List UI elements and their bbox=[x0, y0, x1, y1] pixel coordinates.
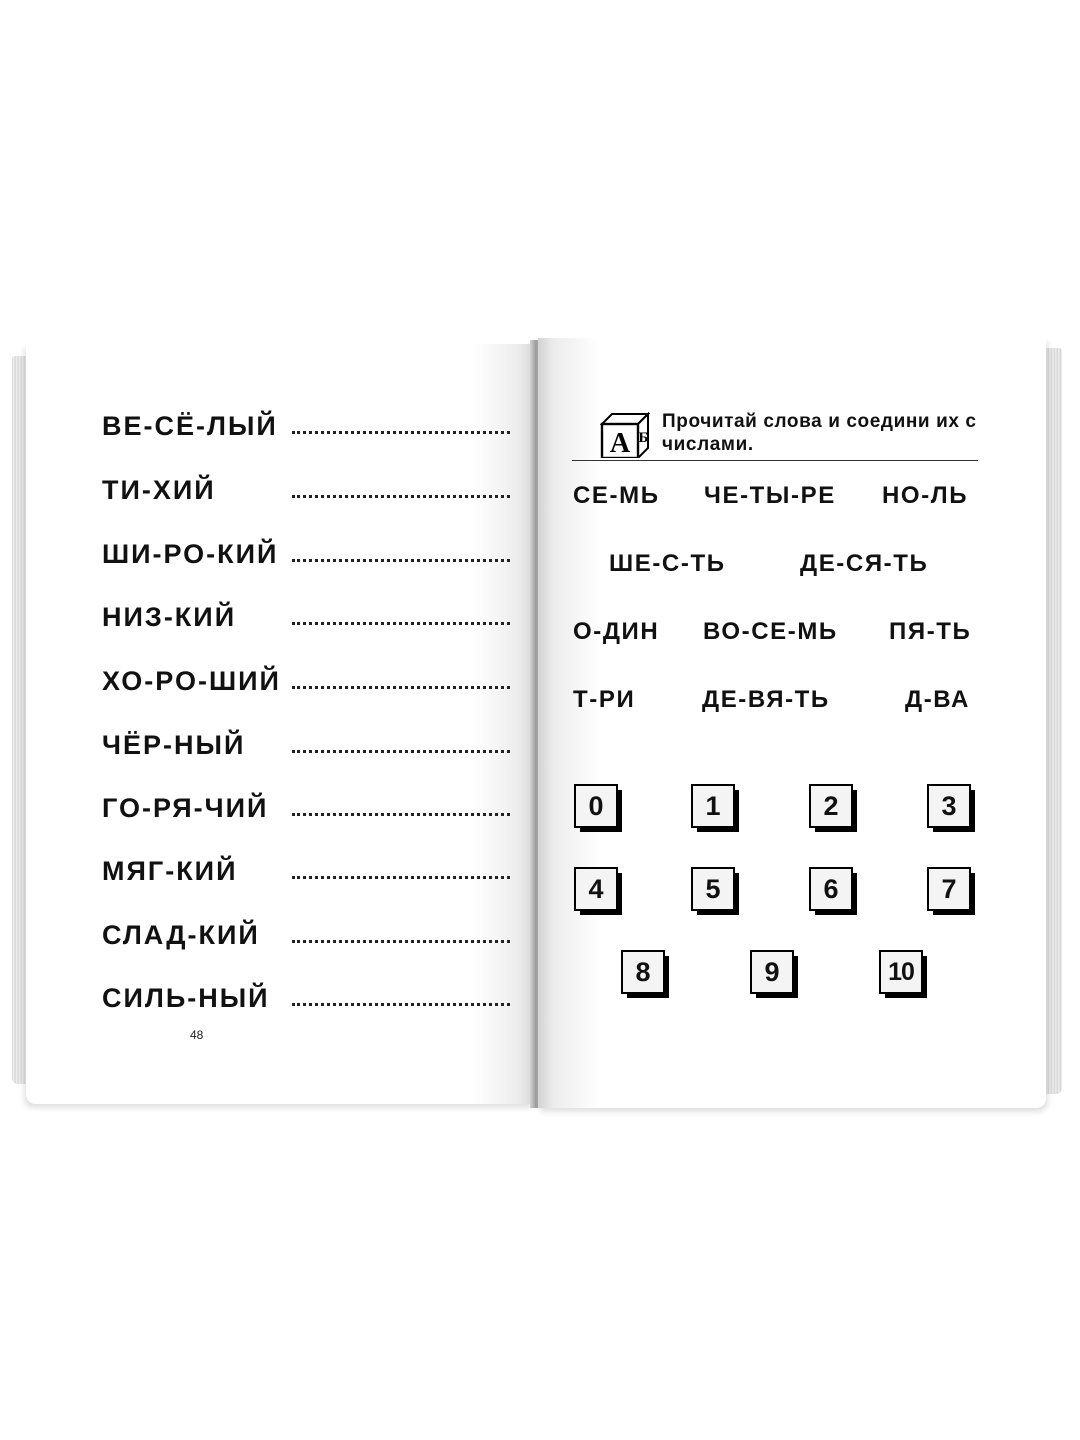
word: ЧЁР-НЫЙ bbox=[102, 730, 246, 760]
block-letter-a: А bbox=[609, 428, 631, 458]
number-tile[interactable] bbox=[750, 950, 796, 996]
alphabet-block-icon bbox=[600, 412, 650, 458]
dotted-answer-line[interactable] bbox=[292, 1003, 510, 1006]
number-word[interactable]: ВО-СЕ-МЬ bbox=[703, 618, 838, 645]
number-word[interactable]: Д-ВА bbox=[905, 686, 970, 713]
tile-number: 9 bbox=[750, 950, 794, 994]
tile-number: 7 bbox=[927, 867, 971, 911]
number-word[interactable]: ДЕ-СЯ-ТЬ bbox=[800, 550, 929, 577]
tile-number: 5 bbox=[691, 867, 735, 911]
word-row bbox=[102, 911, 512, 951]
word: НИЗ-КИЙ bbox=[102, 602, 237, 632]
word-row bbox=[102, 593, 512, 633]
word-row bbox=[102, 974, 512, 1014]
number-tile[interactable] bbox=[809, 867, 855, 913]
word-row bbox=[102, 466, 512, 506]
dotted-answer-line[interactable] bbox=[292, 686, 510, 689]
dotted-answer-line[interactable] bbox=[292, 559, 510, 562]
number-word[interactable]: ШЕ-С-ТЬ bbox=[609, 550, 726, 577]
number-tile[interactable] bbox=[879, 950, 925, 996]
word: ГО-РЯ-ЧИЙ bbox=[102, 793, 269, 823]
word: ВЕ-СЁ-ЛЫЙ bbox=[102, 411, 278, 441]
dotted-answer-line[interactable] bbox=[292, 940, 510, 943]
number-word[interactable]: О-ДИН bbox=[573, 618, 660, 645]
tile-number: 4 bbox=[574, 867, 618, 911]
dotted-answer-line[interactable] bbox=[292, 495, 510, 498]
number-tile[interactable] bbox=[927, 867, 973, 913]
word: МЯГ-КИЙ bbox=[102, 856, 238, 886]
tile-number: 8 bbox=[621, 950, 665, 994]
number-tile[interactable] bbox=[574, 867, 620, 913]
tile-number: 1 bbox=[691, 784, 735, 828]
dotted-answer-line[interactable] bbox=[292, 813, 510, 816]
page-number: 48 bbox=[190, 1028, 204, 1042]
number-tile[interactable] bbox=[691, 867, 737, 913]
number-tile[interactable] bbox=[621, 950, 667, 996]
dotted-answer-line[interactable] bbox=[292, 750, 510, 753]
dotted-answer-line[interactable] bbox=[292, 622, 510, 625]
word-row bbox=[102, 847, 512, 887]
number-word[interactable]: ДЕ-ВЯ-ТЬ bbox=[702, 686, 830, 713]
word-row bbox=[102, 530, 512, 570]
number-tile[interactable] bbox=[927, 784, 973, 830]
instruction-divider bbox=[572, 460, 978, 461]
number-tile[interactable] bbox=[574, 784, 620, 830]
word: ХО-РО-ШИЙ bbox=[102, 666, 281, 696]
number-tile[interactable] bbox=[691, 784, 737, 830]
number-word[interactable]: ПЯ-ТЬ bbox=[889, 618, 972, 645]
word-row bbox=[102, 784, 512, 824]
tile-number: 6 bbox=[809, 867, 853, 911]
tile-number: 2 bbox=[809, 784, 853, 828]
word-row bbox=[102, 657, 512, 697]
word: ТИ-ХИЙ bbox=[102, 475, 216, 505]
number-word[interactable]: НО-ЛЬ bbox=[882, 482, 969, 509]
dotted-answer-line[interactable] bbox=[292, 431, 510, 434]
number-word[interactable]: ЧЕ-ТЫ-РЕ bbox=[704, 482, 836, 509]
block-letter-b: Б bbox=[638, 430, 649, 446]
word: СЛАД-КИЙ bbox=[102, 920, 260, 950]
word-row bbox=[102, 402, 512, 442]
dotted-answer-line[interactable] bbox=[292, 876, 510, 879]
tile-number: 10 bbox=[879, 950, 923, 994]
number-word[interactable]: Т-РИ bbox=[573, 686, 636, 713]
number-word[interactable]: СЕ-МЬ bbox=[573, 482, 660, 509]
tile-number: 0 bbox=[574, 784, 618, 828]
tile-number: 3 bbox=[927, 784, 971, 828]
instruction-text: Прочитай слова и соедини их с числами. bbox=[662, 411, 977, 455]
word: ШИ-РО-КИЙ bbox=[102, 539, 279, 569]
word-row bbox=[102, 721, 512, 761]
number-tile[interactable] bbox=[809, 784, 855, 830]
word: СИЛЬ-НЫЙ bbox=[102, 983, 270, 1013]
